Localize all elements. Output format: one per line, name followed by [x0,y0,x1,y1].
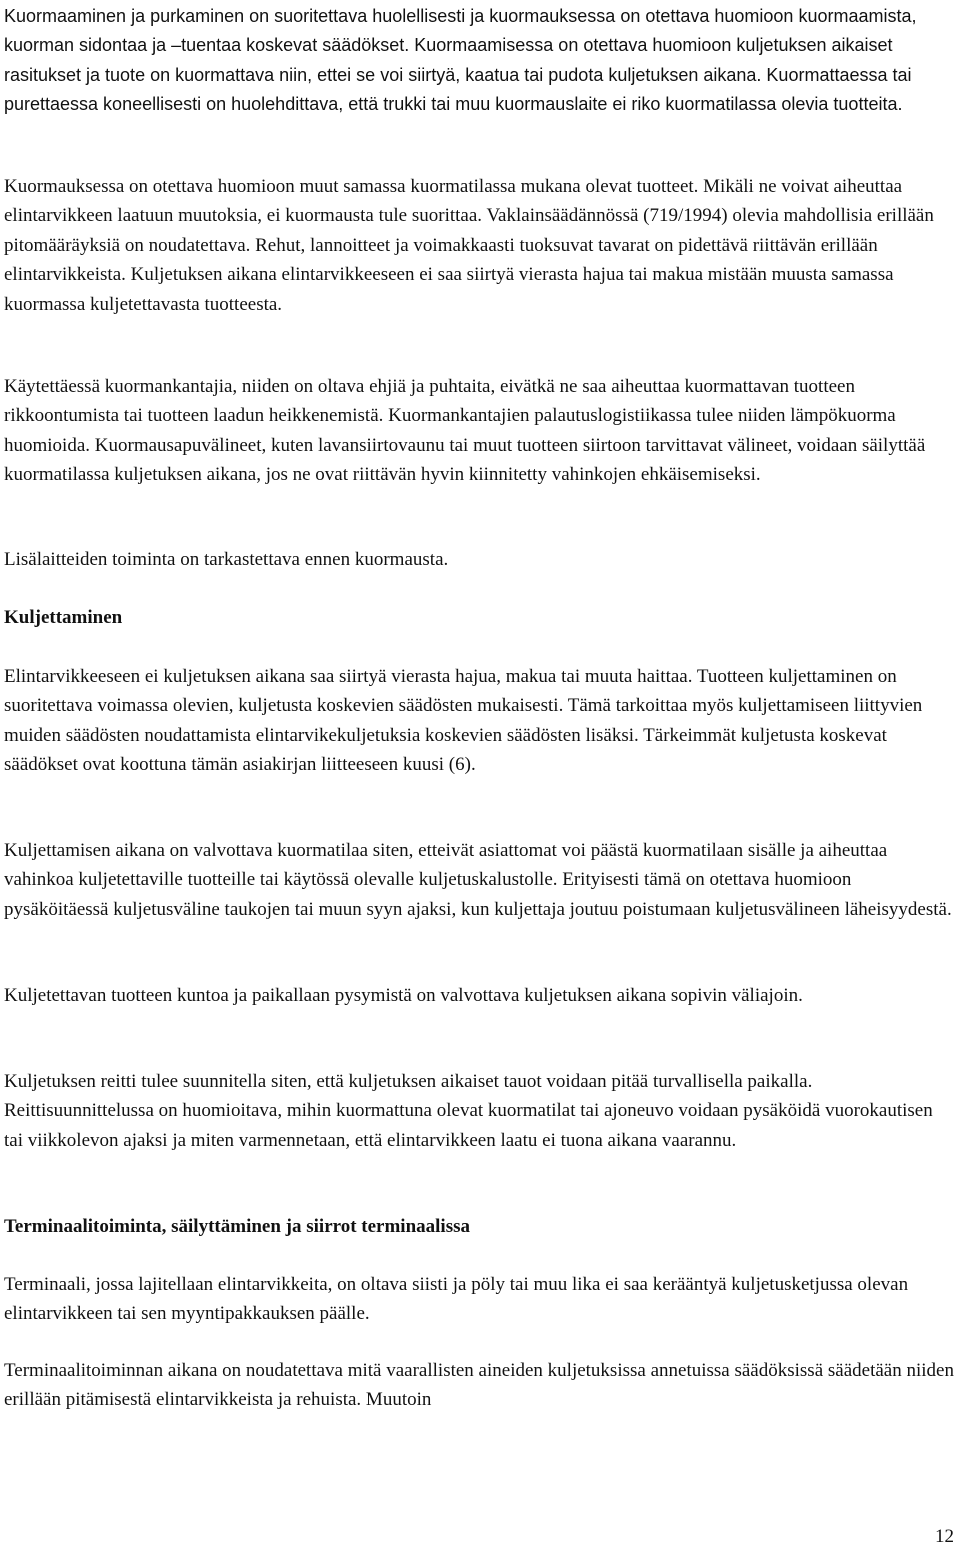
paragraph-accessories: Lisälaitteiden toiminta on tarkastettava ennen kuormausta. [4,549,449,570]
heading-transport: Kuljettaminen [4,607,123,628]
heading-terminal: Terminaalitoiminta, säilyttäminen ja siirrot terminaalissa [4,1216,471,1237]
page-number: 12 [935,1526,954,1547]
paragraph-dangerous-goods: Terminaalitoiminnan aikana on noudatettava mitä vaarallisten aineiden kuljetuksissa annetuissa säädöksissä säädetään niiden erillään pitämisestä elintarvikkeista ja rehuista. Muutoin [4,1360,954,1411]
paragraph-loading: Kuormaaminen ja purkaminen on suoritettava huolellisesti ja kuormauksessa on otettava huomioon kuormaamista, kuorman sidontaa ja –tuentaa koskevat säädökset. Kuormaamisessa on otettava huomioon kuljetuksen aikaiset rasitukset ja tuote on kuormattava niin, ettei se voi siirtyä, kaatua tai pudota kuljetuksen aikana. Kuormattaessa tai purettaessa koneellisesti on huolehdittava, että trukki tai muu kuormauslaite ei riko kuormatilassa olevia tuotteita. [4,6,917,115]
paragraph-transport-regulations: Elintarvikkeeseen ei kuljetuksen aikana saa siirtyä vierasta hajua, makua tai muuta haittaa. Tuotteen kuljettaminen on suoritettava voimassa olevien, kuljetusta koskevien säädösten mukaisesti. Tämä tarkoittaa myös kuljettamiseen liittyvien muiden säädösten noudattamista elintarvikekuljetuksia koskevien säädösten lisäksi. Tärkeimmät kuljetusta koskevat säädökset ovat koottuna tämän asiakirjan liitteeseen kuusi (6). [4,666,923,776]
paragraph-terminal-cleanliness: Terminaali, jossa lajitellaan elintarvikkeita, on oltava siisti ja pöly tai muu lika ei saa kerääntyä kuljetusketjussa olevan elintarvikkeen tai sen myyntipakkauksen päälle. [4,1274,909,1325]
paragraph-cargo-condition: Kuljetettavan tuotteen kuntoa ja paikallaan pysymistä on valvottava kuljetuksen aikana sopivin väliajoin. [4,985,803,1006]
paragraph-cargo-supervision: Kuljettamisen aikana on valvottava kuormatilaa siten, etteivät asiattomat voi päästä kuormatilaan sisälle ja aiheuttaa vahinkoa kuljetettaville tuotteille tai käytössä olevalle kuljetuskalustolle. Erityisesti tämä on otettava huomioon pysäköitäessä kuljetusväline taukojen tai muun syyn ajaksi, kun kuljettaja joutuu poistumaan kuljetusvälineen läheisyydestä. [4,840,952,920]
paragraph-route-planning: Kuljetuksen reitti tulee suunnitella siten, että kuljetuksen aikaiset tauot voidaan pitää turvallisella paikalla. Reittisuunnittelussa on huomioitava, mihin kuormattuna olevat kuormatilat tai ajoneuvo voidaan pysäköidä vuorokautisen tai viikkolevon ajaksi ja miten varmennetaan, että elintarvikkeen laatu ei tuona aikana vaarannu. [4,1071,933,1151]
paragraph-load-carriers: Käytettäessä kuormankantajia, niiden on oltava ehjiä ja puhtaita, eivätkä ne saa aiheuttaa kuormattavan tuotteen rikkoontumista tai tuotteen laadun heikkenemistä. Kuormankantajien palautuslogistiikassa tulee niiden lämpökuorma huomioida. Kuormausapuvälineet, kuten lavansiirtovaunu tai muut tuotteen siirtoon tarvittavat välineet, voidaan säilyttää kuormatilassa kuljetuksen aikana, jos ne ovat riittävän hyvin kiinnitetty vahinkojen ehkäisemiseksi. [4,376,926,486]
paragraph-cargo-compatibility: Kuormauksessa on otettava huomioon muut samassa kuormatilassa mukana olevat tuotteet. Mikäli ne voivat aiheuttaa elintarvikkeen laatuun muutoksia, ei kuormausta tule suorittaa. Vaklainsäädännössä (719/1994) olevia mahdollisia erillään pitomääräyksiä on noudatettava. Rehut, lannoitteet ja voimakkaasti tuoksuvat tavarat on pidettävä riittävän erillään elintarvikkeista. Kuljetuksen aikana elintarvikkeeseen ei saa siirtyä vierasta hajua tai makua mistään muusta samassa kuormassa kuljetettavasta tuotteesta. [4,176,934,315]
